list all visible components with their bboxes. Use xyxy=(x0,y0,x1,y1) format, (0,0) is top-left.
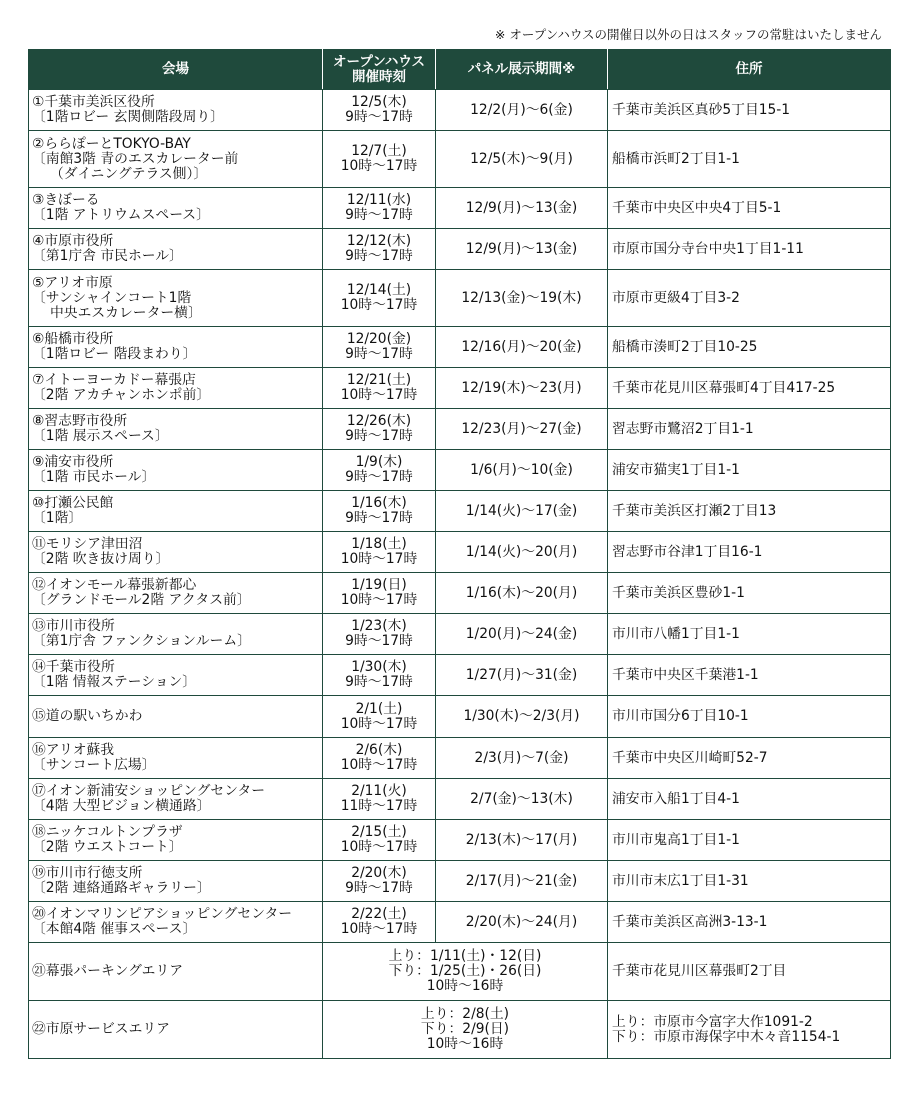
openhouse-hours: 10時～17時 xyxy=(340,551,418,567)
venue-line: ①千葉市美浜区役所 xyxy=(32,94,155,110)
address-cell xyxy=(608,491,891,532)
openhouse-time-cell xyxy=(323,532,436,573)
openhouse-date: 1/18(土) xyxy=(351,536,407,552)
venue-cell xyxy=(29,655,323,696)
openhouse-date: 12/12(木) xyxy=(346,233,412,249)
merged-schedule-cell xyxy=(323,1001,608,1059)
address-cell xyxy=(608,188,891,229)
address-cell xyxy=(608,409,891,450)
openhouse-hours: 9時～17時 xyxy=(345,207,413,223)
header-address: 住所 xyxy=(608,50,891,90)
address-line: 市原市更級4丁目3-2 xyxy=(612,289,740,306)
address-line: 市原市国分寺台中央1丁目1-11 xyxy=(612,240,804,257)
venue-cell xyxy=(29,188,323,229)
openhouse-time-cell xyxy=(323,820,436,861)
venue-cell xyxy=(29,450,323,491)
panel-period-cell: 12/5(木)～9(月) xyxy=(436,131,608,188)
panel-period-cell: 12/2(月)～6(金) xyxy=(436,90,608,131)
address-cell xyxy=(608,573,891,614)
panel-period-cell: 2/3(月)～7(金) xyxy=(436,738,608,779)
openhouse-date: 12/20(金) xyxy=(346,331,412,347)
openhouse-time-cell xyxy=(323,861,436,902)
address-cell xyxy=(608,532,891,573)
panel-period-cell: 2/13(木)～17(月) xyxy=(436,820,608,861)
table-row xyxy=(29,696,891,738)
venue-line: 〔1階 市民ホール〕 xyxy=(32,469,156,485)
openhouse-date: 12/26(木) xyxy=(346,413,412,429)
venue-cell xyxy=(29,409,323,450)
table-row xyxy=(29,450,891,491)
openhouse-hours: 9時～17時 xyxy=(345,248,413,264)
address-line: 下り：市原市海保字中木々音1154-1 xyxy=(612,1028,841,1045)
openhouse-time-cell xyxy=(323,327,436,368)
venue-cell xyxy=(29,902,323,943)
openhouse-time-cell xyxy=(323,573,436,614)
table-row xyxy=(29,491,891,532)
address-cell xyxy=(608,131,891,188)
openhouse-date: 1/23(木) xyxy=(351,618,407,634)
venue-line: ⑯アリオ蘇我 xyxy=(32,742,115,758)
venue-line: ⑪モリシア津田沼 xyxy=(32,536,143,552)
openhouse-time-cell xyxy=(323,450,436,491)
address-cell xyxy=(608,696,891,738)
table-row xyxy=(29,131,891,188)
schedule-line: 下り：2/9(日) xyxy=(420,1021,510,1037)
address-cell xyxy=(608,327,891,368)
venue-line: 〔2階 アカチャンホンポ前〕 xyxy=(32,387,211,403)
venue-line: 〔1階〕 xyxy=(32,510,83,526)
venue-line: 〔1階 アトリウムスペース〕 xyxy=(32,207,210,223)
openhouse-hours: 9時～17時 xyxy=(345,633,413,649)
venue-line: 〔南館3階 青のエスカレーター前 xyxy=(32,150,239,167)
venue-cell xyxy=(29,270,323,327)
openhouse-hours: 10時～17時 xyxy=(340,297,418,313)
openhouse-date: 12/5(木) xyxy=(351,94,407,110)
table-row xyxy=(29,270,891,327)
venue-line: ③きぼーる xyxy=(32,192,100,208)
venue-cell xyxy=(29,532,323,573)
venue-cell xyxy=(29,368,323,409)
venue-line: ㉒市原サービスエリア xyxy=(32,1021,170,1037)
openhouse-time-cell xyxy=(323,902,436,943)
address-cell xyxy=(608,270,891,327)
openhouse-hours: 9時～17時 xyxy=(345,346,413,362)
address-line: 千葉市中央区千葉港1-1 xyxy=(612,666,759,683)
venue-line: ⑥船橋市役所 xyxy=(32,331,114,347)
address-cell xyxy=(608,90,891,131)
table-row xyxy=(29,409,891,450)
merged-schedule-cell xyxy=(323,943,608,1001)
panel-period-cell: 1/6(月)～10(金) xyxy=(436,450,608,491)
openhouse-date: 1/9(木) xyxy=(355,454,403,470)
venue-line: 〔2階 吹き抜け周り〕 xyxy=(32,551,170,567)
openhouse-time-cell xyxy=(323,368,436,409)
header-panel-period: パネル展示期間※ xyxy=(436,50,608,90)
address-cell xyxy=(608,738,891,779)
panel-period-cell: 1/16(木)～20(月) xyxy=(436,573,608,614)
address-line: 市川市鬼高1丁目1-1 xyxy=(612,831,740,848)
address-cell xyxy=(608,655,891,696)
address-cell xyxy=(608,368,891,409)
address-line: 浦安市入船1丁目4-1 xyxy=(612,790,740,807)
openhouse-time-cell xyxy=(323,614,436,655)
openhouse-date: 12/21(土) xyxy=(346,372,412,388)
address-cell xyxy=(608,1001,891,1059)
venue-cell xyxy=(29,738,323,779)
venue-line: 〔1階ロビー 玄関側階段周り〕 xyxy=(32,109,224,125)
address-cell xyxy=(608,450,891,491)
venue-cell xyxy=(29,861,323,902)
address-line: 市川市八幡1丁目1-1 xyxy=(612,625,740,642)
header-venue: 会場 xyxy=(29,50,323,90)
table-row xyxy=(29,943,891,1001)
address-line: 千葉市美浜区豊砂1-1 xyxy=(612,584,745,601)
venue-line: 〔サンコート広場〕 xyxy=(32,757,156,773)
venue-line: 〔第1庁舎 市民ホール〕 xyxy=(32,248,183,264)
table-row xyxy=(29,902,891,943)
openhouse-hours: 10時～17時 xyxy=(340,158,418,174)
table-row xyxy=(29,820,891,861)
openhouse-time-cell xyxy=(323,491,436,532)
openhouse-time-cell xyxy=(323,90,436,131)
panel-period-cell: 12/13(金)～19(木) xyxy=(436,270,608,327)
venue-cell xyxy=(29,614,323,655)
panel-period-cell: 1/27(月)～31(金) xyxy=(436,655,608,696)
venue-line: ⑮道の駅いちかわ xyxy=(32,708,143,724)
venue-line: ⑱ニッケコルトンプラザ xyxy=(32,824,183,840)
venue-line: ⑰イオン新浦安ショッピングセンター xyxy=(32,783,266,799)
venue-line: 〔1階ロビー 階段まわり〕 xyxy=(32,346,197,362)
venue-line: ⑩打瀬公民館 xyxy=(32,495,114,511)
openhouse-date: 1/16(木) xyxy=(351,495,407,511)
venue-line: ⑲市川市行徳支所 xyxy=(32,865,143,881)
address-line: 千葉市美浜区真砂5丁目15-1 xyxy=(612,101,791,118)
venue-line: ②ららぽーとTOKYO-BAY xyxy=(32,135,191,152)
openhouse-date: 12/11(水) xyxy=(346,192,412,208)
openhouse-time-cell xyxy=(323,409,436,450)
venue-cell xyxy=(29,943,323,1001)
venue-line: 〔2階 ウエストコート〕 xyxy=(32,839,183,855)
openhouse-hours: 10時～17時 xyxy=(340,592,418,608)
openhouse-schedule-table xyxy=(28,49,891,1059)
address-line: 千葉市中央区中央4丁目5-1 xyxy=(612,199,782,216)
address-line: 上り：市原市今富字大作1091-2 xyxy=(612,1013,813,1030)
venue-line: ㉑幕張パーキングエリア xyxy=(32,963,184,979)
venue-line: ⑧習志野市役所 xyxy=(32,413,128,429)
table-row xyxy=(29,1001,891,1059)
openhouse-hours: 10時～17時 xyxy=(340,921,418,937)
panel-period-cell: 2/7(金)～13(木) xyxy=(436,779,608,820)
venue-line: （ダイニングテラス側）〕 xyxy=(50,165,208,182)
header-openhouse-line1: オープンハウス xyxy=(333,53,425,70)
venue-line: 中央エスカレーター横〕 xyxy=(50,304,202,321)
table-row xyxy=(29,532,891,573)
openhouse-date: 2/15(土) xyxy=(351,824,407,840)
panel-period-cell: 2/17(月)～21(金) xyxy=(436,861,608,902)
openhouse-hours: 9時～17時 xyxy=(345,674,413,690)
venue-line: ⑤アリオ市原 xyxy=(32,274,113,291)
address-line: 千葉市美浜区高洲3-13-1 xyxy=(612,913,768,930)
table-header-row xyxy=(29,50,891,90)
venue-cell xyxy=(29,779,323,820)
venue-cell xyxy=(29,820,323,861)
venue-line: ⑬市川市役所 xyxy=(32,618,115,634)
panel-period-cell: 1/14(火)～20(月) xyxy=(436,532,608,573)
table-row xyxy=(29,738,891,779)
openhouse-hours: 9時～17時 xyxy=(345,109,413,125)
openhouse-date: 2/22(土) xyxy=(351,906,407,922)
address-line: 船橋市湊町2丁目10-25 xyxy=(612,338,758,355)
staff-notice: ※ オープンハウスの開催日以外の日はスタッフの常駐はいたしません xyxy=(494,27,882,42)
venue-line: 〔2階 連絡通路ギャラリー〕 xyxy=(32,880,211,896)
venue-cell xyxy=(29,491,323,532)
address-line: 千葉市中央区川崎町52-7 xyxy=(612,749,768,766)
address-cell xyxy=(608,820,891,861)
table-row xyxy=(29,573,891,614)
panel-period-cell: 12/9(月)～13(金) xyxy=(436,188,608,229)
openhouse-time-cell xyxy=(323,655,436,696)
schedule-line: 上り：2/8(土) xyxy=(420,1006,510,1022)
venue-line: ⑳イオンマリンピアショッピングセンター xyxy=(32,906,293,922)
table-row xyxy=(29,188,891,229)
openhouse-time-cell xyxy=(323,229,436,270)
panel-period-cell: 2/20(木)～24(月) xyxy=(436,902,608,943)
venue-cell xyxy=(29,573,323,614)
table-body xyxy=(29,90,891,1059)
venue-line: ⑭千葉市役所 xyxy=(32,659,115,675)
venue-line: 〔4階 大型ビジョン横通路〕 xyxy=(32,798,211,814)
table-row xyxy=(29,779,891,820)
openhouse-time-cell xyxy=(323,696,436,738)
venue-cell xyxy=(29,1001,323,1059)
address-line: 習志野市鷺沼2丁目1-1 xyxy=(612,420,754,437)
panel-period-cell: 1/30(木)～2/3(月) xyxy=(436,696,608,738)
panel-period-cell: 1/14(火)～17(金) xyxy=(436,491,608,532)
venue-cell xyxy=(29,131,323,188)
venue-line: 〔1階 展示スペース〕 xyxy=(32,428,169,444)
venue-line: ⑫イオンモール幕張新都心 xyxy=(32,577,197,593)
openhouse-date: 2/6(木) xyxy=(355,742,403,758)
openhouse-time-cell xyxy=(323,188,436,229)
venue-line: 〔グランドモール2階 アクタス前〕 xyxy=(32,592,251,608)
openhouse-hours: 9時～17時 xyxy=(345,880,413,896)
venue-line: ④市原市役所 xyxy=(32,233,114,249)
venue-line: ⑨浦安市役所 xyxy=(32,454,114,470)
schedule-line: 上り：1/11(土)・12(日) xyxy=(388,948,542,964)
venue-cell xyxy=(29,327,323,368)
panel-period-cell: 12/19(木)～23(月) xyxy=(436,368,608,409)
venue-line: 〔第1庁舎 ファンクションルーム〕 xyxy=(32,633,251,649)
openhouse-date: 12/14(土) xyxy=(346,282,412,298)
venue-line: 〔サンシャインコート1階 xyxy=(32,289,192,306)
openhouse-date: 2/20(木) xyxy=(351,865,407,881)
openhouse-hours: 9時～17時 xyxy=(345,469,413,485)
address-cell xyxy=(608,779,891,820)
table-row xyxy=(29,368,891,409)
openhouse-hours: 10時～17時 xyxy=(340,387,418,403)
venue-line: 〔1階 情報ステーション〕 xyxy=(32,674,197,690)
venue-cell xyxy=(29,229,323,270)
table-row xyxy=(29,655,891,696)
address-cell xyxy=(608,614,891,655)
panel-period-cell: 12/9(月)～13(金) xyxy=(436,229,608,270)
address-cell xyxy=(608,861,891,902)
openhouse-hours: 10時～17時 xyxy=(340,839,418,855)
venue-line: 〔本館4階 催事スペース〕 xyxy=(32,921,197,937)
table-row xyxy=(29,90,891,131)
address-cell xyxy=(608,943,891,1001)
openhouse-hours: 10時～17時 xyxy=(340,757,418,773)
address-line: 市川市末広1丁目1-31 xyxy=(612,872,749,889)
schedule-line: 10時～16時 xyxy=(426,1036,504,1052)
openhouse-date: 1/19(日) xyxy=(351,577,407,593)
openhouse-date: 2/1(土) xyxy=(355,700,403,717)
address-line: 習志野市谷津1丁目16-1 xyxy=(612,543,763,560)
openhouse-time-cell xyxy=(323,131,436,188)
schedule-line: 下り：1/25(土)・26(日) xyxy=(388,963,542,979)
openhouse-date: 12/7(土) xyxy=(351,143,407,159)
panel-period-cell: 12/23(月)～27(金) xyxy=(436,409,608,450)
venue-cell xyxy=(29,90,323,131)
openhouse-time-cell xyxy=(323,738,436,779)
address-line: 千葉市美浜区打瀬2丁目13 xyxy=(612,502,777,519)
header-openhouse-line2: 開催時刻 xyxy=(352,68,406,85)
schedule-line: 10時～16時 xyxy=(426,978,504,994)
address-line: 千葉市花見川区幕張町2丁目 xyxy=(612,963,787,979)
address-line: 浦安市猫実1丁目1-1 xyxy=(612,461,740,478)
openhouse-date: 2/11(火) xyxy=(351,783,407,799)
address-line: 千葉市花見川区幕張町4丁目417-25 xyxy=(612,379,836,396)
openhouse-time-cell xyxy=(323,270,436,327)
panel-period-cell: 12/16(月)～20(金) xyxy=(436,327,608,368)
address-line: 市川市国分6丁目10-1 xyxy=(612,708,749,724)
table-row xyxy=(29,614,891,655)
address-cell xyxy=(608,229,891,270)
table-row xyxy=(29,861,891,902)
openhouse-date: 1/30(木) xyxy=(351,659,407,675)
header-openhouse-time xyxy=(323,50,436,90)
table-row xyxy=(29,229,891,270)
venue-cell xyxy=(29,696,323,738)
venue-line: ⑦イトーヨーカドー幕張店 xyxy=(32,372,196,388)
panel-period-cell: 1/20(月)～24(金) xyxy=(436,614,608,655)
address-cell xyxy=(608,902,891,943)
openhouse-hours: 9時～17時 xyxy=(345,510,413,526)
openhouse-hours: 10時～17時 xyxy=(340,715,418,732)
openhouse-hours: 11時～17時 xyxy=(340,798,418,814)
address-line: 船橋市浜町2丁目1-1 xyxy=(612,150,740,167)
openhouse-time-cell xyxy=(323,779,436,820)
table-row xyxy=(29,327,891,368)
openhouse-hours: 9時～17時 xyxy=(345,428,413,444)
